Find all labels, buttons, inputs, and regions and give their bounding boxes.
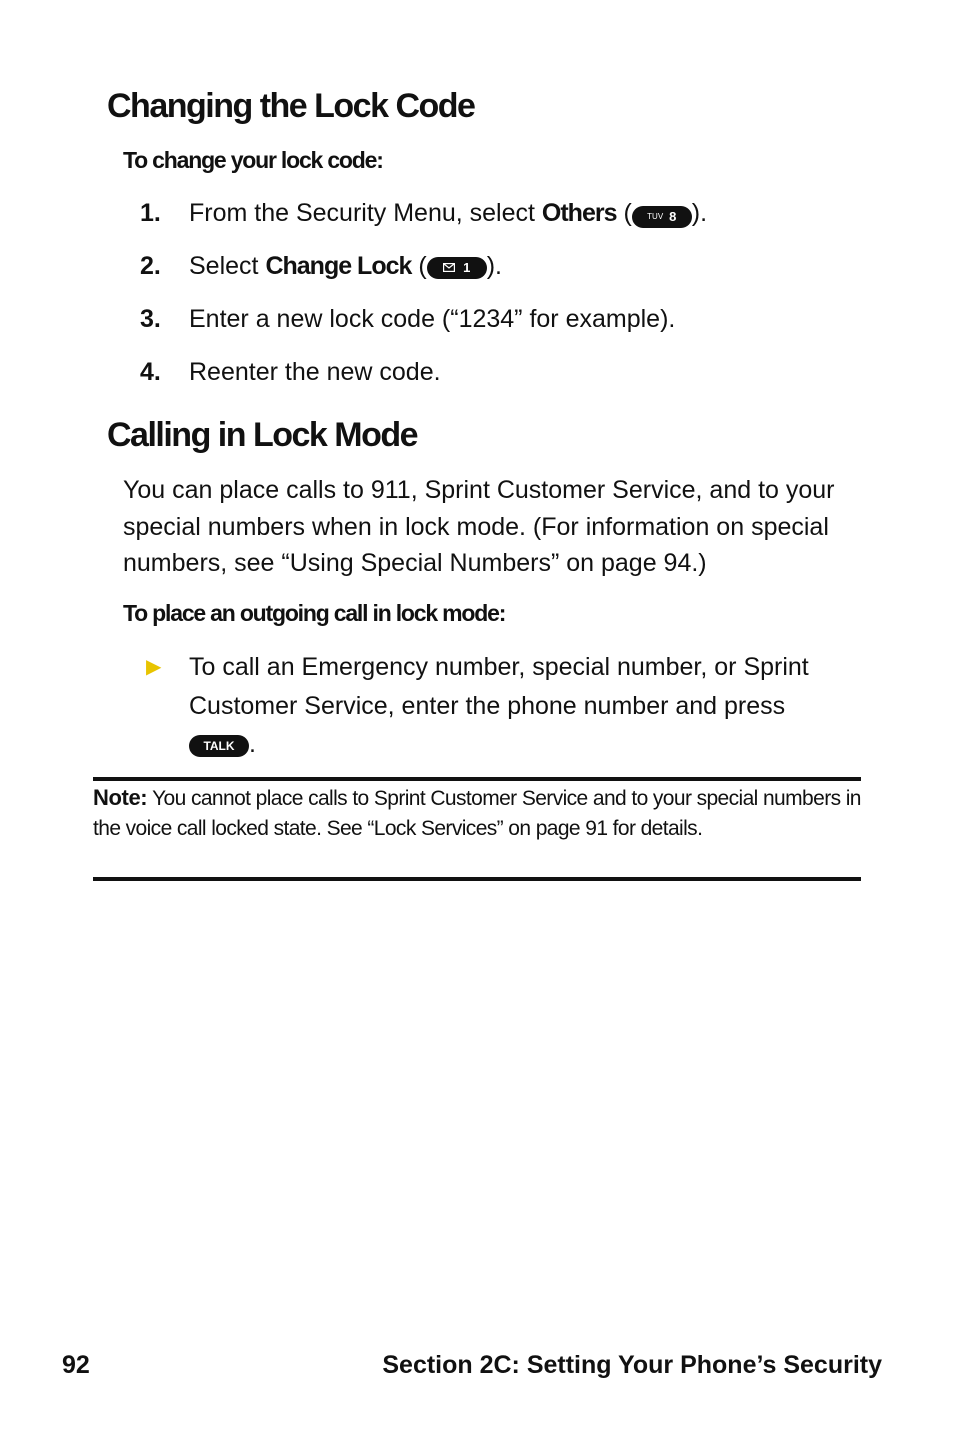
calling-paragraph: You can place calls to 911, Sprint Customer Service, and to your special numbers when in lock mode. (For information on special numbers, see “Using Special Numbers” on page 94.) (123, 476, 835, 577)
step-text: Select (189, 252, 266, 280)
talk-key-icon (189, 735, 249, 757)
step-number: 3. (140, 305, 161, 333)
heading-calling-lock-mode: Calling in Lock Mode (107, 416, 418, 454)
subheading-change-lock-code: To change your lock code: (123, 147, 383, 173)
step-4 (140, 356, 441, 388)
bullet-text (189, 648, 809, 764)
step-number: 1. (140, 199, 161, 227)
heading-changing-lock-code: Changing the Lock Code (107, 87, 475, 125)
envelope-icon (443, 263, 455, 272)
triangle-right-icon: ▶ (146, 656, 162, 678)
page-number: 92 (62, 1351, 90, 1379)
step-text: Enter a new lock code (“1234” for example). (189, 305, 676, 333)
key-digit: 8 (669, 209, 677, 224)
menu-option-change-lock: Change Lock (265, 252, 412, 280)
note-box (93, 783, 861, 844)
paren-open: ( (616, 199, 632, 227)
note-label: Note: (93, 785, 148, 810)
step-2 (140, 250, 502, 282)
paren-close: ). (691, 199, 708, 227)
step-3 (140, 303, 675, 335)
key-8-icon (632, 206, 692, 228)
key-1-icon (427, 257, 487, 279)
note-bottom-rule (93, 877, 861, 881)
step-number: 2. (140, 252, 161, 280)
paren-close: ). (486, 252, 502, 280)
section-title: Section 2C: Setting Your Phone’s Security (382, 1351, 882, 1379)
subheading-place-call: To place an outgoing call in lock mode: (123, 600, 506, 626)
menu-option-others: Others (541, 199, 617, 227)
note-top-rule (93, 777, 861, 781)
key-digit: 1 (463, 259, 471, 275)
note-text: You cannot place calls to Sprint Customer Service and to your special numbers in the voice call locked state. See “Lock Services” on page 91 for details. (93, 787, 861, 840)
talk-key-label: TALK (203, 739, 235, 753)
step-number: 4. (140, 358, 161, 386)
paren-open: ( (411, 252, 427, 280)
step-1 (140, 197, 707, 229)
key-letters: TUV (647, 212, 664, 221)
bullet-body: To call an Emergency number, special number, or Sprint Customer Service, enter the phone number and press (189, 653, 809, 720)
step-text: From the Security Menu, select (189, 199, 542, 227)
step-text: Reenter the new code. (189, 358, 441, 386)
bullet-end: . (249, 730, 256, 758)
